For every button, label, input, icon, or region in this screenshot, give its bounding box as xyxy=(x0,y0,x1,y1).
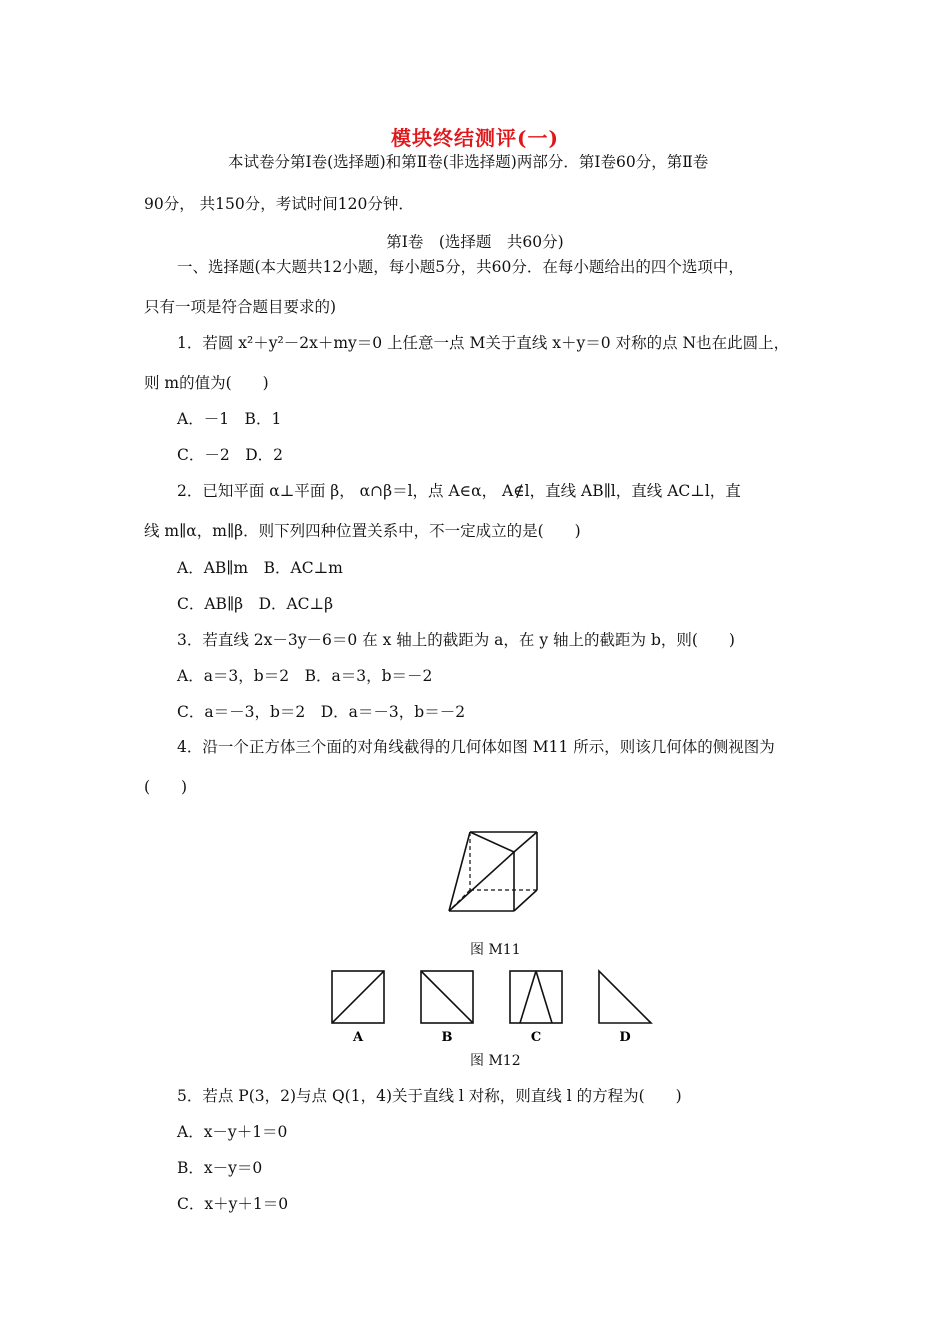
figure-m11-caption: 图 M11 xyxy=(470,942,521,958)
section-instruction-2: 只有一项是符合题目要求的) xyxy=(144,298,337,316)
q3-line-1: 3．若直线 2x－3y－6＝0 在 x 轴上的截距为 a，在 y 轴上的截距为 b，则( ) xyxy=(177,631,735,649)
q2-options-ab: A．AB∥m B．AC⊥m xyxy=(177,559,343,577)
q5-option-c: C．x＋y＋1＝0 xyxy=(177,1195,289,1213)
figure-m11-solid xyxy=(440,826,550,918)
q3-options-ab: A．a＝3，b＝2 B．a＝3，b＝－2 xyxy=(177,667,433,685)
section-instruction-1: 一、选择题(本大题共12小题，每小题5分，共60分．在每小题给出的四个选项中， xyxy=(177,258,744,276)
q4-line-2: ( ) xyxy=(144,778,188,796)
q1-line-2: 则 m的值为( ) xyxy=(144,374,269,392)
q2-line-2: 线 m∥α，m∥β．则下列四种位置关系中，不一定成立的是( ) xyxy=(144,522,581,540)
q1-options-ab: A．－1 B．1 xyxy=(177,410,282,428)
section-heading: 第Ⅰ卷 (选择题 共60分) xyxy=(386,233,564,251)
q3-options-cd: C．a＝－3，b＝2 D．a＝－3，b＝－2 xyxy=(177,703,466,721)
option-a-label: A xyxy=(352,1030,364,1045)
option-d-view xyxy=(599,971,651,1023)
intro-line-1: 本试卷分第Ⅰ卷(选择题)和第Ⅱ卷(非选择题)两部分．第Ⅰ卷60分，第Ⅱ卷 xyxy=(228,153,709,171)
q1-options-cd: C．－2 D．2 xyxy=(177,446,284,464)
option-b-label: B xyxy=(441,1030,453,1045)
option-b-view xyxy=(421,971,473,1023)
option-c-label: C xyxy=(530,1030,542,1045)
q4-line-1: 4．沿一个正方体三个面的对角线截得的几何体如图 M11 所示，则该几何体的侧视图为 xyxy=(177,738,775,756)
figure-m12-options xyxy=(326,968,660,1048)
intro-line-2: 90分， 共150分，考试时间120分钟． xyxy=(144,195,414,213)
q1-line-1: 1．若圆 x²＋y²－2x＋my＝0 上任意一点 M关于直线 x＋y＝0 对称的点 N也在此圆上， xyxy=(177,334,790,352)
page-title: 模块终结测评(一) xyxy=(391,126,559,150)
q5-option-a: A．x－y＋1＝0 xyxy=(177,1123,288,1141)
option-d-label: D xyxy=(619,1030,631,1045)
figure-m12-caption: 图 M12 xyxy=(470,1053,521,1069)
option-c-view xyxy=(510,971,562,1023)
q2-line-1: 2．已知平面 α⊥平面 β， α∩β＝l，点 A∈α， A∉l，直线 AB∥l，直线 AC⊥l，直 xyxy=(177,482,741,500)
option-a-view xyxy=(332,971,384,1023)
q2-options-cd: C．AB∥β D．AC⊥β xyxy=(177,595,334,613)
q5-option-b: B．x－y＝0 xyxy=(177,1159,263,1177)
q5-line-1: 5．若点 P(3，2)与点 Q(1，4)关于直线 l 对称，则直线 l 的方程为( ) xyxy=(177,1087,682,1105)
